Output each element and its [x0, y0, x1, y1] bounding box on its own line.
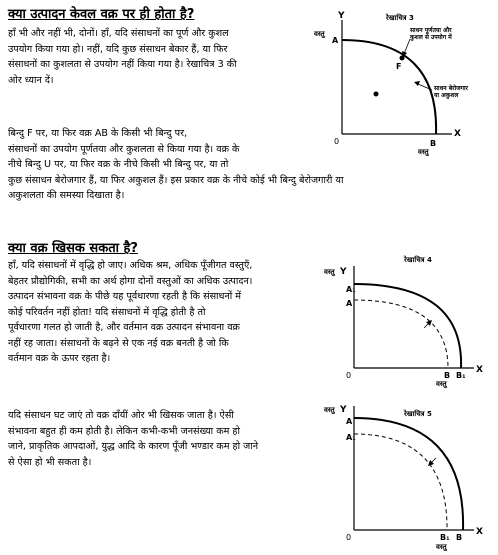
- figure3-title: रेखाचित्र 3: [386, 14, 414, 22]
- y-axis-letter: Y: [340, 405, 347, 415]
- paragraph-line: पूर्वधारणा गलत हो जाती है, और वर्तमान वक्र उत्पादन संभावना वक्र: [8, 322, 240, 333]
- point-b1-label: B₁: [456, 371, 466, 380]
- origin-label: 0: [334, 137, 340, 146]
- paragraph-line: हाँ भी और नहीं भी, दोनों। हाँ, यदि संसाधनों का पूर्ण और कुशल: [8, 28, 229, 39]
- x-axis-label: वस्तु: [436, 380, 447, 388]
- x-axis-label: वस्तु: [418, 148, 429, 156]
- paragraph-line: बेहतर प्रौद्योगिकी, सभी का अर्थ होगा दोनों वस्तुओं का अधिक उत्पादन।: [8, 275, 253, 287]
- origin-label: 0: [346, 371, 352, 380]
- origin-label: 0: [346, 533, 352, 542]
- new-ppc-curve: [354, 284, 461, 368]
- paragraph-line: नहीं रह जाता। संसाधनों के बढ़ने से एक नई वक्र बनती है जो कि: [8, 337, 229, 349]
- figure5-title: रेखाचित्र 5: [404, 410, 432, 418]
- paragraph-line: ओर ध्यान दें।: [8, 74, 54, 86]
- paragraph-line: उत्पादन संभावना वक्र के पीछे यह पूर्वधारणा रहती है कि संसाधनों में: [8, 291, 242, 302]
- point-a-label: A: [346, 417, 353, 426]
- section1-paragraph1: [8, 26, 308, 88]
- point-b-label: B: [430, 139, 437, 148]
- point-u-dot: [374, 92, 379, 97]
- point-f-label: F: [396, 62, 402, 71]
- paragraph-line: से ऐसा हो भी सकता है।: [8, 456, 92, 468]
- x-axis-letter: X: [454, 129, 461, 139]
- note-f-line1: साधन पूर्णतया और: [410, 27, 452, 34]
- paragraph-line: वर्तमान वक्र के ऊपर रहता है।: [8, 353, 111, 364]
- x-axis-letter: X: [476, 365, 483, 375]
- paragraph-line: कुछ संसाधन बेरोजगार हैं, या फिर अकुशल हैं। इस प्रकार वक्र के नीचे कोई भी बिन्दु बेरोजगारी या: [8, 174, 344, 186]
- paragraph-line: अकुशलता की समस्या दिखाता है।: [8, 190, 125, 201]
- point-a-label: A: [332, 36, 339, 45]
- section1-heading: क्या उत्पादन केवल वक्र पर ही होता है?: [8, 7, 195, 22]
- point-a-label: A: [346, 299, 353, 308]
- point-a1-label: A₁: [346, 433, 356, 442]
- section2-heading: क्या वक्र खिसक सकता है?: [8, 241, 138, 256]
- note-f-arrow: [404, 39, 410, 54]
- point-b-label: B: [444, 371, 451, 380]
- y-axis-label: वस्तु: [314, 30, 325, 38]
- paragraph-line: संसाधनों का उपयोग पूर्णतया और कुशलता से किया गया है। वक्र के: [8, 143, 240, 155]
- y-axis-label: वस्तु: [324, 268, 335, 276]
- figure3-ppc-diagram: [314, 6, 494, 156]
- y-axis-label: वस्तु: [324, 406, 335, 414]
- new-ppc-curve: [354, 434, 447, 530]
- figure5-curve-shift-in: [324, 398, 496, 553]
- paragraph-line: संसाधनों का कुशलता से उपयोग नहीं किया गया है। रेखाचित्र 3 की: [8, 59, 237, 70]
- paragraph-line: बिन्दु F पर, या फिर वक्र AB के किसी भी बिन्दु पर,: [8, 128, 188, 139]
- section2-paragraph1: [8, 258, 320, 367]
- section1-paragraph2: [8, 126, 344, 204]
- note-f-line2: कुशल से उपयोग में: [410, 34, 452, 41]
- x-axis-letter: X: [476, 527, 483, 537]
- paragraph-line: नीचे बिन्दु U पर, या फिर वक्र के नीचे किसी भी बिन्दु पर, या तो: [8, 159, 229, 170]
- figure4-title: रेखाचित्र 4: [404, 256, 432, 264]
- paragraph-line: उपयोग किया गया हो। नहीं, यदि कुछ संसाधन बेकार हैं, या फिर: [8, 43, 228, 55]
- section2-paragraph2: [8, 408, 320, 470]
- ppc-curve: [342, 40, 436, 134]
- y-axis-letter: Y: [340, 267, 347, 277]
- x-axis-label: वस्तु: [436, 543, 447, 551]
- paragraph-line: यदि संसाधन घट जाएं तो वक्र दाँयीं ओर भी खिसक जाता है। ऐसी: [8, 410, 234, 421]
- paragraph-line: हाँ, यदि संसाधनों में वृद्धि हो जाए। अधिक श्रम, अधिक पूँजीगत वस्तुएँ,: [8, 260, 253, 271]
- point-b-label: B: [456, 533, 463, 542]
- point-a1-label: A₁: [346, 285, 356, 294]
- paragraph-line: जाने, प्राकृतिक आपदाओं, युद्ध आदि के कारण पूँजी भण्डार कम हो जाने: [8, 441, 259, 452]
- point-b1-label: B₁: [440, 533, 450, 542]
- paragraph-line: संभावना बहुत ही कम होती है। लेकिन कभी-कभी जनसंख्या कम हो: [8, 425, 240, 437]
- note-u-line2: या अकुशल: [434, 92, 459, 99]
- old-ppc-curve: [354, 300, 448, 368]
- figure4-curve-shift-out: [324, 240, 496, 390]
- paragraph-line: कोई परिवर्तन नहीं होता! यदि संसाधनों में वृद्धि होती है तो: [8, 306, 206, 318]
- y-axis-letter: Y: [338, 11, 345, 21]
- note-u-line1: साधन बेरोजगार: [434, 85, 468, 92]
